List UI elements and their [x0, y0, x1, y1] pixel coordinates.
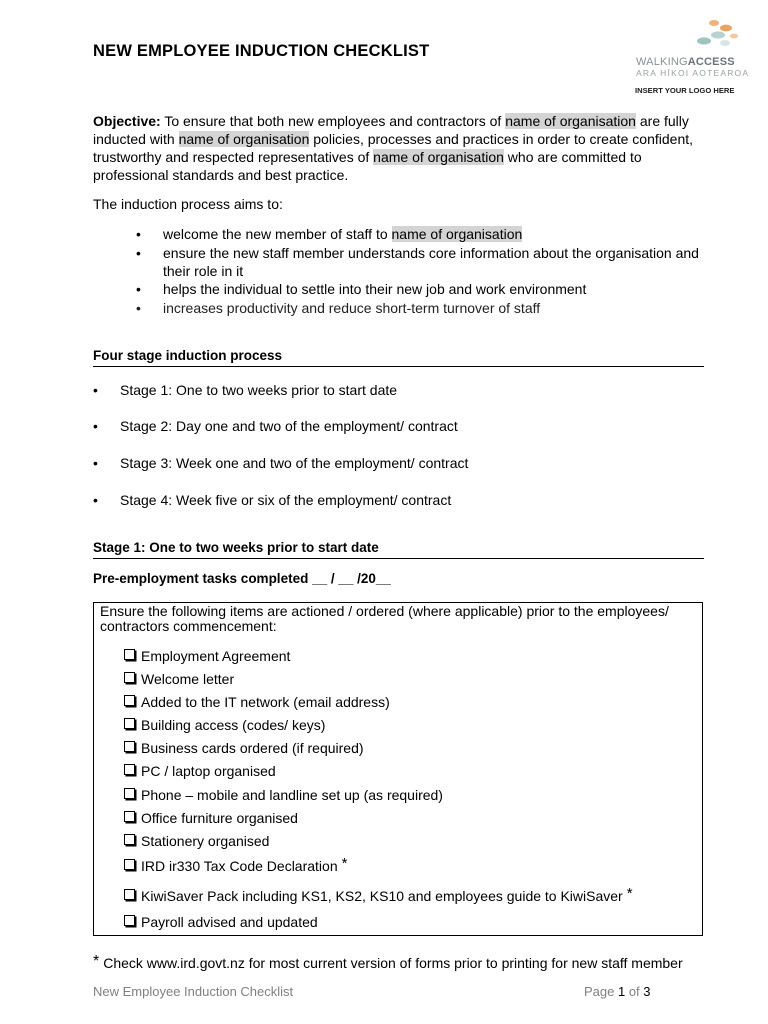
- checkbox[interactable]: [124, 672, 135, 683]
- checkbox[interactable]: [124, 788, 135, 799]
- org-placeholder: name of organisation: [505, 113, 636, 129]
- checkbox[interactable]: [124, 695, 135, 706]
- logo-subtitle: ARA HĪKOI AOTEAROA: [636, 68, 750, 78]
- checklist-intro: Ensure the following items are actioned / ordered (where applicable) prior to the employees/ contractors commencement:: [100, 603, 669, 634]
- page-title: NEW EMPLOYEE INDUCTION CHECKLIST: [93, 42, 430, 60]
- checkbox[interactable]: [124, 859, 135, 870]
- aims-intro: The induction process aims to:: [93, 196, 283, 212]
- logo: [630, 16, 750, 100]
- checkbox[interactable]: [124, 718, 135, 729]
- checkbox[interactable]: [124, 649, 135, 660]
- checklist-item[interactable]: KiwiSaver Pack including KS1, KS2, KS10 and employees guide to KiwiSaver *: [124, 887, 633, 906]
- checklist-item[interactable]: Added to the IT network (email address): [124, 693, 390, 711]
- footer-page-number: Page 1 of 3: [584, 984, 651, 999]
- list-item: • helps the individual to settle into their new job and work environment: [136, 281, 587, 297]
- checklist-item[interactable]: Payroll advised and updated: [124, 913, 318, 931]
- checklist-item[interactable]: IRD ir330 Tax Code Declaration *: [124, 857, 347, 876]
- stage-item: • Stage 3: Week one and two of the employment/ contract: [93, 455, 469, 471]
- org-placeholder: name of organisation: [391, 226, 523, 242]
- checklist-item[interactable]: Building access (codes/ keys): [124, 716, 325, 734]
- asterisk-marker: *: [93, 953, 100, 970]
- asterisk-marker: *: [626, 885, 633, 902]
- checkbox[interactable]: [124, 889, 135, 900]
- four-stage-heading: Four stage induction process: [93, 348, 704, 367]
- list-item: • welcome the new member of staff to name of organisation: [136, 226, 523, 242]
- checkbox[interactable]: [124, 834, 135, 845]
- checklist-item[interactable]: PC / laptop organised: [124, 762, 276, 780]
- stage-item: • Stage 1: One to two weeks prior to start date: [93, 382, 398, 398]
- objective-label: Objective:: [93, 113, 161, 129]
- tasks-completed-line: Pre-employment tasks completed __ / __ /20__: [93, 571, 391, 586]
- stage-item: • Stage 4: Week five or six of the employment/ contract: [93, 492, 452, 508]
- checklist-item[interactable]: Office furniture organised: [124, 809, 298, 827]
- checkbox[interactable]: [124, 741, 135, 752]
- checklist-item[interactable]: Employment Agreement: [124, 647, 290, 665]
- list-item: • increases productivity and reduce short-term turnover of staff: [136, 300, 541, 316]
- checkbox[interactable]: [124, 764, 135, 775]
- footnote: * Check www.ird.govt.nz for most current version of forms prior to printing for new staff member: [93, 953, 683, 971]
- stage-item: • Stage 2: Day one and two of the employment/ contract: [93, 418, 458, 434]
- insert-logo-note: INSERT YOUR LOGO HERE: [635, 86, 735, 95]
- checklist-box: [93, 602, 703, 936]
- logo-wordmark: WALKINGACCESS: [636, 56, 735, 68]
- list-item: • ensure the new staff member understands core information about the organisation and their role in it: [136, 245, 699, 279]
- checklist-item[interactable]: Business cards ordered (if required): [124, 739, 364, 757]
- checkbox[interactable]: [124, 811, 135, 822]
- asterisk-marker: *: [341, 855, 348, 872]
- footer-document-title: New Employee Induction Checklist: [93, 984, 294, 999]
- checklist-item[interactable]: Phone – mobile and landline set up (as required): [124, 786, 443, 804]
- stage1-heading: Stage 1: One to two weeks prior to start date: [93, 540, 704, 559]
- checklist-item[interactable]: Welcome letter: [124, 670, 234, 688]
- objective-paragraph: Objective: To ensure that both new employees and contractors of name of organisation are fully inducted with name of organisation policies, processes and practices in order to create confident, trustworthy and respected representatives of name of organisation who are committed to professional standards and best practice.: [93, 113, 694, 183]
- org-placeholder: name of organisation: [373, 149, 504, 165]
- checklist-item[interactable]: Stationery organised: [124, 832, 269, 850]
- org-placeholder: name of organisation: [178, 131, 310, 147]
- checkbox[interactable]: [124, 915, 135, 926]
- logo-dots-icon: [630, 16, 750, 56]
